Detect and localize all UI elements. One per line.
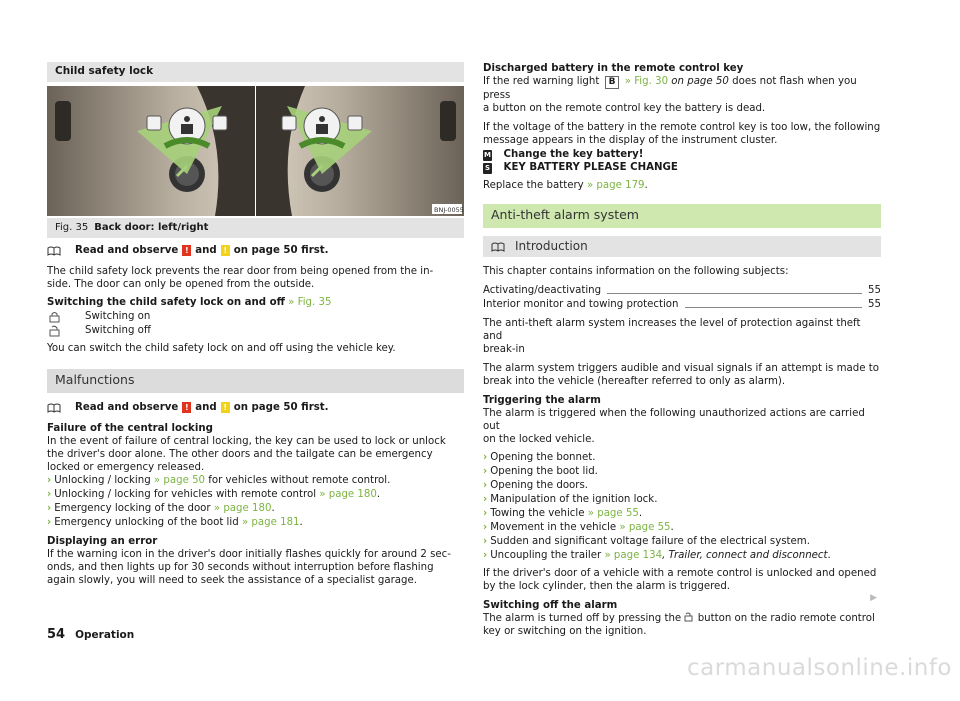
voltage-line-2: message appears in the display of the instrument cluster.	[483, 135, 778, 146]
lock-open-icon	[684, 612, 694, 622]
failure-heading: Failure of the central locking	[47, 423, 213, 434]
list-item-tail: .	[638, 508, 643, 519]
intro-heading	[483, 236, 881, 257]
chevron-right-icon: ›	[47, 489, 52, 500]
figure-code: BNJ-0055	[434, 206, 464, 214]
list-item	[483, 493, 881, 506]
list-item-text: Opening the bonnet.	[490, 452, 596, 463]
toc-page: 55	[868, 299, 881, 310]
switch-key-text: You can switch the child safety lock on and off using the vehicle key.	[47, 343, 396, 354]
toc-leader	[607, 293, 862, 294]
switch-off-label: Switching off	[85, 325, 151, 336]
book-icon	[47, 403, 61, 413]
chevron-right-icon: ›	[483, 494, 488, 505]
failure-line-3: locked or emergency released.	[47, 462, 205, 473]
on-page-50: on page 50	[671, 76, 729, 87]
error-line-2: onds, and then lights up for 30 seconds without interruption before flashing	[47, 562, 434, 573]
book-icon	[47, 246, 61, 256]
warning-red-icon: !	[182, 245, 191, 256]
chevron-right-icon: ›	[483, 508, 488, 519]
intro-title: Introduction	[515, 239, 588, 253]
fig-35-link[interactable]: » Fig. 35	[288, 297, 332, 308]
figure-caption	[47, 218, 464, 238]
discharged-line-2: a button on the remote control key the battery is dead.	[483, 103, 766, 114]
message-s	[483, 161, 881, 174]
page-link[interactable]: » page 55	[587, 508, 639, 519]
signal-line-2: break into the vehicle (hereafter referred to only as alarm).	[483, 376, 786, 387]
signal-line-1: The alarm system triggers audible and visual signals if an attempt is made to	[483, 363, 879, 374]
read-observe-and: and	[195, 245, 217, 256]
list-item-text: Opening the doors.	[490, 480, 589, 491]
unlock-line-2: by the lock cylinder, then the alarm is triggered.	[483, 581, 731, 592]
antitheft-line-2: break-in	[483, 344, 525, 355]
intro-line-1: The child safety lock prevents the rear door from being opened from the in-	[47, 266, 434, 277]
warning-yellow-icon: !	[221, 245, 230, 256]
page-link[interactable]: » page 134	[604, 550, 663, 561]
switch-off-line-2: key or switching on the ignition.	[483, 626, 647, 637]
list-item	[47, 474, 464, 487]
triggering-heading: Triggering the alarm	[483, 395, 601, 406]
discharged-heading: Discharged battery in the remote control key	[483, 63, 744, 74]
chevron-right-icon: ›	[483, 480, 488, 491]
toc-entry[interactable]	[483, 284, 881, 297]
door-illustration	[47, 86, 464, 216]
switch-on-label: Switching on	[85, 311, 151, 322]
switch-off-text-a: The alarm is turned off by pressing the	[483, 613, 682, 624]
list-item-text: Manipulation of the ignition lock.	[490, 494, 658, 505]
list-item-tail: .	[827, 550, 831, 561]
page-179-link[interactable]: » page 179	[586, 180, 645, 191]
list-item	[483, 479, 881, 492]
s-marker-icon: S	[484, 164, 491, 172]
chapter-info: This chapter contains information on the following subjects:	[483, 266, 789, 277]
trigger-bullet-list	[483, 451, 881, 562]
read-observe-prefix: Read and observe	[75, 245, 179, 256]
intro-line-2: side. The door can only be opened from the outside.	[47, 279, 315, 290]
read-observe-suffix: on page 50 first.	[233, 245, 329, 256]
message-m-text: Change the key battery!	[503, 149, 644, 160]
warning-yellow-icon: !	[221, 402, 230, 413]
voltage-line-1: If the voltage of the battery in the remote control key is too low, the following	[483, 122, 881, 133]
chevron-right-icon: ›	[483, 522, 488, 533]
section-title-malfunctions: Malfunctions	[47, 369, 464, 393]
m-marker-icon: M	[484, 151, 491, 159]
chevron-right-icon: ›	[483, 536, 488, 547]
failure-line-2: the driver's door alone. The other doors and the tailgate can be emergency	[47, 449, 433, 460]
error-line-1: If the warning icon in the driver's door initially flashes quickly for around 2 sec-	[47, 549, 451, 560]
continue-arrow-icon: ▶	[870, 593, 877, 603]
antitheft-line-1: The anti-theft alarm system increases the level of protection against theft and	[483, 318, 861, 342]
chevron-right-icon: ›	[47, 517, 52, 528]
fig-30-link[interactable]: » Fig. 30	[624, 76, 669, 87]
replace-period: .	[644, 180, 648, 191]
switch-off-alarm-heading: Switching off the alarm	[483, 600, 618, 611]
list-item-text: Unlocking / locking for vehicles with remote control	[54, 489, 317, 500]
toc-leader	[685, 307, 863, 308]
list-item	[483, 549, 881, 562]
discharged-text-b: does not flash when you press	[483, 76, 857, 101]
toc-list	[483, 284, 881, 311]
page-link[interactable]: » page 180	[319, 489, 377, 500]
chevron-right-icon: ›	[483, 452, 488, 463]
list-item	[483, 507, 881, 520]
error-heading: Displaying an error	[47, 536, 158, 547]
list-item-text: Uncoupling the trailer	[490, 550, 602, 561]
list-item	[47, 502, 464, 515]
discharged-text-a: If the red warning light	[483, 76, 600, 87]
switch-off-row	[47, 324, 464, 337]
page-link[interactable]: » page 55	[619, 522, 671, 533]
unlock-line-1: If the driver's door of a vehicle with a remote control is unlocked and opened	[483, 568, 877, 579]
list-item	[483, 465, 881, 478]
list-item-text: Emergency unlocking of the boot lid	[54, 517, 239, 528]
toc-page: 55	[868, 285, 881, 296]
replace-battery	[483, 179, 881, 192]
list-item-text: Towing the vehicle	[490, 508, 585, 519]
list-item-tail: for vehicles without remote control.	[205, 475, 391, 486]
list-item-text: Emergency locking of the door	[54, 503, 211, 514]
section-title-child-safety-lock: Child safety lock	[47, 62, 464, 82]
page-link[interactable]: » page 181	[241, 517, 300, 528]
section-title-anti-theft: Anti-theft alarm system	[483, 204, 881, 228]
chevron-right-icon: ›	[47, 475, 52, 486]
list-item-tail: .	[271, 503, 275, 514]
page-link[interactable]: » page 180	[213, 503, 272, 514]
list-item	[483, 535, 881, 548]
page-footer	[47, 628, 134, 642]
fig-label: Fig. 35	[55, 222, 89, 233]
footer-section: Operation	[75, 629, 135, 641]
read-observe-row	[47, 244, 464, 257]
list-item-tail: .	[376, 489, 381, 500]
list-item-italic: , Trailer, connect and disconnect	[662, 550, 828, 561]
list-item	[47, 516, 464, 529]
switch-off-text-b: button on the radio remote control	[697, 613, 875, 624]
list-item	[483, 451, 881, 464]
discharged-line-1	[483, 75, 881, 102]
watermark: carmanualsonline.info	[686, 655, 952, 681]
triggering-line-2: on the locked vehicle.	[483, 434, 595, 445]
list-item-text: Opening the boot lid.	[490, 466, 598, 477]
book-icon	[491, 242, 505, 252]
replace-text: Replace the battery	[483, 180, 584, 191]
failure-line-1: In the event of failure of central locking, the key can be used to lock or unlock	[47, 436, 446, 447]
message-m	[483, 148, 881, 161]
toc-label: Interior monitor and towing protection	[483, 299, 679, 310]
toc-label: Activating/deactivating	[483, 285, 602, 296]
chevron-right-icon: ›	[47, 503, 52, 514]
read-observe-and: and	[195, 402, 217, 413]
chevron-right-icon: ›	[483, 550, 488, 561]
page-link[interactable]: » page 50	[153, 475, 206, 486]
triggering-line-1: The alarm is triggered when the following unauthorized actions are carried out	[483, 408, 865, 432]
error-line-3: again slowly, you will need to seek the assistance of a specialist garage.	[47, 575, 418, 586]
read-observe-suffix: on page 50 first.	[233, 402, 329, 413]
switch-heading: Switching the child safety lock on and off	[47, 297, 285, 308]
switch-off-line-1	[483, 612, 881, 625]
figure-back-door	[47, 86, 464, 216]
read-observe-row-2	[47, 401, 464, 414]
fig-caption-text: Back door: left/right	[94, 222, 209, 233]
switch-on-row	[47, 310, 464, 323]
list-item	[483, 521, 881, 534]
list-item-text: Movement in the vehicle	[490, 522, 617, 533]
list-item	[47, 488, 464, 501]
lock-closed-icon	[47, 311, 63, 323]
label-b-box: B	[605, 76, 620, 89]
chevron-right-icon: ›	[483, 466, 488, 477]
right-column	[483, 62, 881, 638]
page-number: 54	[47, 627, 66, 642]
list-item-tail: .	[299, 517, 303, 528]
message-s-text: KEY BATTERY PLEASE CHANGE	[503, 162, 678, 173]
toc-entry[interactable]	[483, 298, 881, 311]
left-column	[47, 62, 464, 587]
list-item-tail: .	[670, 522, 674, 533]
warning-red-icon: !	[182, 402, 191, 413]
lock-open-icon	[47, 325, 63, 337]
read-observe-prefix: Read and observe	[75, 402, 179, 413]
list-item-text: Sudden and significant voltage failure of the electrical system.	[490, 536, 810, 547]
failure-bullet-list	[47, 474, 464, 529]
list-item-text: Unlocking / locking	[54, 475, 151, 486]
